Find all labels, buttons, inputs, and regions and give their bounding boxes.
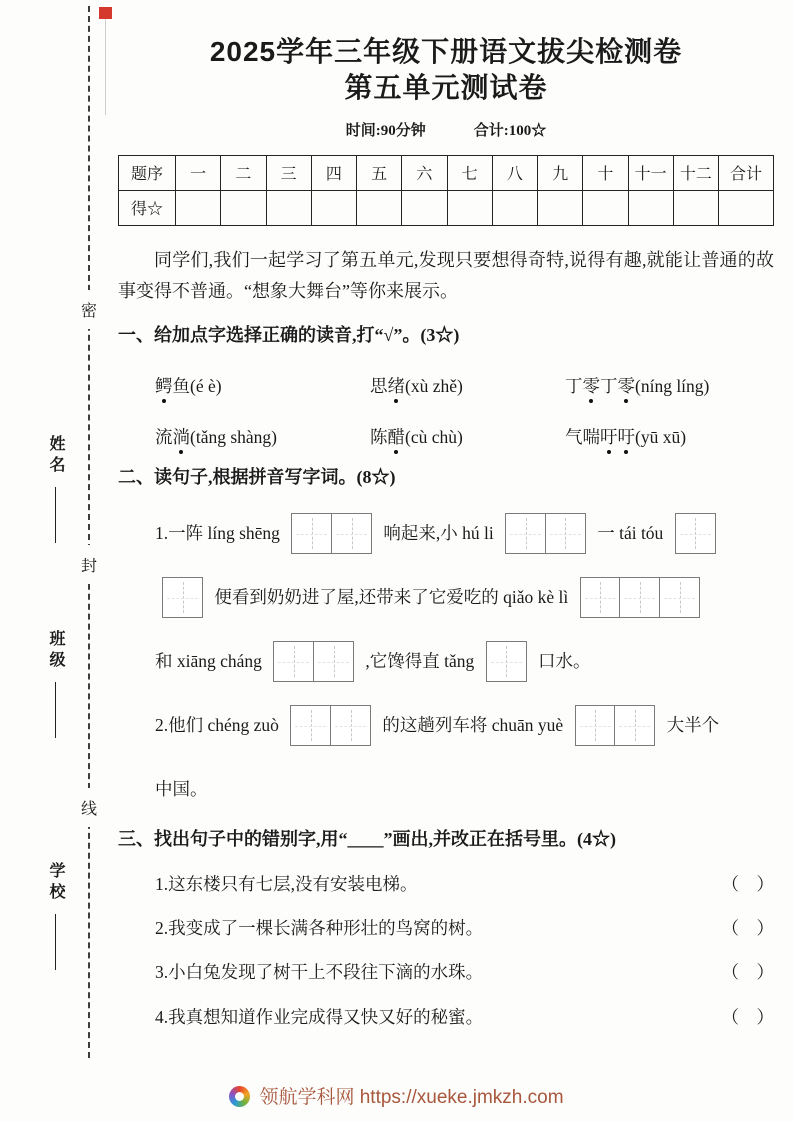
answer-box-group[interactable] bbox=[505, 513, 586, 554]
score-table-header-cell: 十二 bbox=[673, 155, 718, 190]
answer-box[interactable] bbox=[575, 705, 616, 746]
sentence-text: 1.一阵 líng shēng bbox=[155, 523, 285, 544]
footer bbox=[0, 1082, 793, 1109]
score-table-header-cell: 五 bbox=[357, 155, 402, 190]
seal-char-xian: 线 bbox=[79, 788, 99, 827]
emphasis-dot: 淌 bbox=[172, 426, 190, 447]
answer-parentheses[interactable]: （ ） bbox=[721, 917, 774, 938]
score-table-header-cell: 一 bbox=[176, 155, 221, 190]
school-blank-line[interactable] bbox=[55, 914, 57, 970]
answer-box-group[interactable] bbox=[162, 577, 203, 618]
sentence-text: 一 tái tóu bbox=[592, 523, 668, 544]
pinyin-choice-item[interactable]: 流淌(tǎng shàng) bbox=[155, 426, 277, 447]
emphasis-dot: 吁 bbox=[600, 426, 618, 447]
sentence-line bbox=[155, 577, 774, 619]
score-table-score-cell[interactable] bbox=[492, 190, 537, 225]
answer-box[interactable] bbox=[619, 577, 660, 618]
sentence-text: ,它馋得直 tǎng bbox=[361, 651, 479, 672]
sentence-line bbox=[155, 705, 774, 747]
pinyin-choice-item[interactable]: 气喘吁吁(yū xū) bbox=[565, 426, 687, 447]
seal-char-feng: 封 bbox=[79, 545, 99, 584]
correction-sentence: 2.我变成了一棵长满各种形壮的鸟窝的树。 bbox=[155, 917, 484, 938]
score-table-score-cell[interactable] bbox=[221, 190, 266, 225]
answer-box[interactable] bbox=[659, 577, 700, 618]
score-table-score-row bbox=[119, 190, 774, 225]
pinyin-choice-item[interactable]: 陈醋(cù chù) bbox=[370, 426, 463, 447]
score-table-score-cell[interactable] bbox=[673, 190, 718, 225]
score-table-header-cell: 题序 bbox=[119, 155, 176, 190]
score-table-header-cell: 二 bbox=[221, 155, 266, 190]
score-table-score-cell[interactable] bbox=[719, 190, 774, 225]
answer-box-group[interactable] bbox=[290, 705, 371, 746]
score-table-header-cell: 八 bbox=[492, 155, 537, 190]
score-table-score-cell[interactable] bbox=[402, 190, 447, 225]
score-table-header-cell: 合计 bbox=[719, 155, 774, 190]
school-label: 学校 bbox=[47, 862, 64, 904]
score-table-score-cell[interactable] bbox=[266, 190, 311, 225]
correction-item bbox=[118, 916, 774, 941]
score-table-score-cell[interactable] bbox=[311, 190, 356, 225]
emphasis-dot: 鳄 bbox=[155, 375, 173, 396]
school-field bbox=[44, 862, 67, 970]
score-table-header-cell: 九 bbox=[538, 155, 583, 190]
seal-char-mi: 密 bbox=[79, 290, 99, 329]
answer-box-group[interactable] bbox=[291, 513, 372, 554]
answer-parentheses[interactable]: （ ） bbox=[721, 873, 774, 894]
intro-paragraph: 同学们,我们一起学习了第五单元,发现只要想得奇特,说得有趣,就能让普通的故事变得不普通。“想象大舞台”等你来展示。 bbox=[118, 249, 774, 301]
emphasis-dot: 绪 bbox=[387, 375, 405, 396]
score-table bbox=[118, 155, 774, 226]
score-table-score-cell[interactable]: 得☆ bbox=[119, 190, 176, 225]
score-table-header-cell: 三 bbox=[266, 155, 311, 190]
correction-sentence: 4.我真想知道作业完成得又快又好的秘蜜。 bbox=[155, 1006, 484, 1027]
score-table-header-cell: 七 bbox=[447, 155, 492, 190]
sentence-text: 中国。 bbox=[155, 779, 208, 800]
exam-content bbox=[118, 34, 774, 1030]
exam-title-line1: 2025学年三年级下册语文拔尖检测卷 bbox=[209, 36, 683, 67]
answer-box[interactable] bbox=[273, 641, 314, 682]
answer-box[interactable] bbox=[290, 705, 331, 746]
answer-parentheses[interactable]: （ ） bbox=[721, 962, 774, 983]
sentence-text: 2.他们 chéng zuò bbox=[155, 715, 284, 736]
answer-box[interactable] bbox=[614, 705, 655, 746]
answer-box-group[interactable] bbox=[580, 577, 700, 618]
section2-item2 bbox=[118, 705, 774, 811]
sentence-line bbox=[155, 513, 774, 555]
answer-box[interactable] bbox=[580, 577, 621, 618]
score-table-score-cell[interactable] bbox=[538, 190, 583, 225]
correction-item bbox=[118, 1005, 774, 1030]
emphasis-dot: 吁 bbox=[617, 426, 635, 447]
sentence-text: 口水。 bbox=[533, 651, 591, 672]
score-table-score-cell[interactable] bbox=[447, 190, 492, 225]
section2-item1 bbox=[118, 513, 774, 683]
correction-item bbox=[118, 960, 774, 985]
score-table-header-cell: 十 bbox=[583, 155, 628, 190]
name-field bbox=[44, 435, 67, 543]
section1-items bbox=[155, 373, 774, 449]
answer-box[interactable] bbox=[291, 513, 332, 554]
score-table-score-cell[interactable] bbox=[628, 190, 673, 225]
emphasis-dot: 零 bbox=[617, 375, 635, 396]
sentence-line bbox=[155, 641, 774, 683]
score-table-header-row bbox=[119, 155, 774, 190]
sentence-line bbox=[155, 769, 774, 811]
score-table-score-cell[interactable] bbox=[583, 190, 628, 225]
emphasis-dot: 醋 bbox=[387, 426, 405, 447]
exam-meta bbox=[118, 119, 774, 140]
corner-crop-line bbox=[105, 19, 106, 115]
site-logo-icon bbox=[229, 1086, 250, 1107]
section1-heading: 一、给加点字选择正确的读音,打“√”。(3☆) bbox=[118, 324, 460, 345]
footer-site-link[interactable]: 领航学科网 https://xueke.jmkzh.com bbox=[259, 1087, 564, 1108]
answer-box[interactable] bbox=[330, 705, 371, 746]
exam-time-limit: 时间:90分钟 bbox=[345, 122, 426, 139]
answer-box[interactable] bbox=[675, 513, 716, 554]
score-table-header-cell: 六 bbox=[402, 155, 447, 190]
answer-box[interactable] bbox=[486, 641, 527, 682]
score-table-score-cell[interactable] bbox=[176, 190, 221, 225]
name-blank-line[interactable] bbox=[55, 487, 57, 543]
sentence-text: 响起来,小 hú li bbox=[379, 523, 499, 544]
answer-box[interactable] bbox=[331, 513, 372, 554]
answer-box-group[interactable] bbox=[675, 513, 716, 554]
pinyin-choice-item[interactable]: 思绪(xù zhě) bbox=[370, 375, 463, 396]
red-corner-mark bbox=[99, 7, 112, 19]
score-table-header-cell: 四 bbox=[311, 155, 356, 190]
answer-box-group[interactable] bbox=[575, 705, 656, 746]
name-label: 姓名 bbox=[47, 435, 64, 477]
correction-sentence: 1.这东楼只有七层,没有安装电梯。 bbox=[155, 873, 418, 894]
answer-box[interactable] bbox=[162, 577, 203, 618]
pinyin-choice-item[interactable]: 鳄鱼(é è) bbox=[155, 375, 222, 396]
sentence-text: 的这趟列车将 chuān yuè bbox=[378, 715, 568, 736]
seal-dashed-line bbox=[88, 6, 90, 1058]
answer-box-group[interactable] bbox=[273, 641, 354, 682]
pinyin-choice-item[interactable]: 丁零丁零(níng líng) bbox=[565, 375, 710, 396]
class-field bbox=[44, 630, 67, 738]
answer-parentheses[interactable]: （ ） bbox=[721, 1006, 774, 1027]
sentence-text: 便看到奶奶进了屋,还带来了它爱吃的 qiǎo kè lì bbox=[210, 587, 573, 608]
section3-heading: 三、找出句子中的错别字,用“____”画出,并改正在括号里。(4☆) bbox=[118, 828, 616, 849]
class-label: 班级 bbox=[47, 630, 64, 672]
correction-sentence: 3.小白兔发现了树干上不段往下滴的水珠。 bbox=[155, 962, 484, 983]
emphasis-dot: 零 bbox=[582, 375, 600, 396]
section3-items bbox=[118, 872, 774, 1031]
section2-heading: 二、读句子,根据拼音写字词。(8☆) bbox=[118, 466, 396, 487]
answer-box[interactable] bbox=[545, 513, 586, 554]
answer-box-group[interactable] bbox=[486, 641, 527, 682]
score-table-header-cell: 十一 bbox=[628, 155, 673, 190]
answer-box[interactable] bbox=[313, 641, 354, 682]
score-table-score-cell[interactable] bbox=[357, 190, 402, 225]
exam-title-line2: 第五单元测试卷 bbox=[344, 71, 548, 103]
exam-total-score: 合计:100☆ bbox=[473, 122, 547, 139]
class-blank-line[interactable] bbox=[55, 682, 57, 738]
sentence-text: 和 xiāng cháng bbox=[155, 651, 267, 672]
sentence-text: 大半个 bbox=[662, 715, 720, 736]
answer-box[interactable] bbox=[505, 513, 546, 554]
correction-item bbox=[118, 872, 774, 897]
